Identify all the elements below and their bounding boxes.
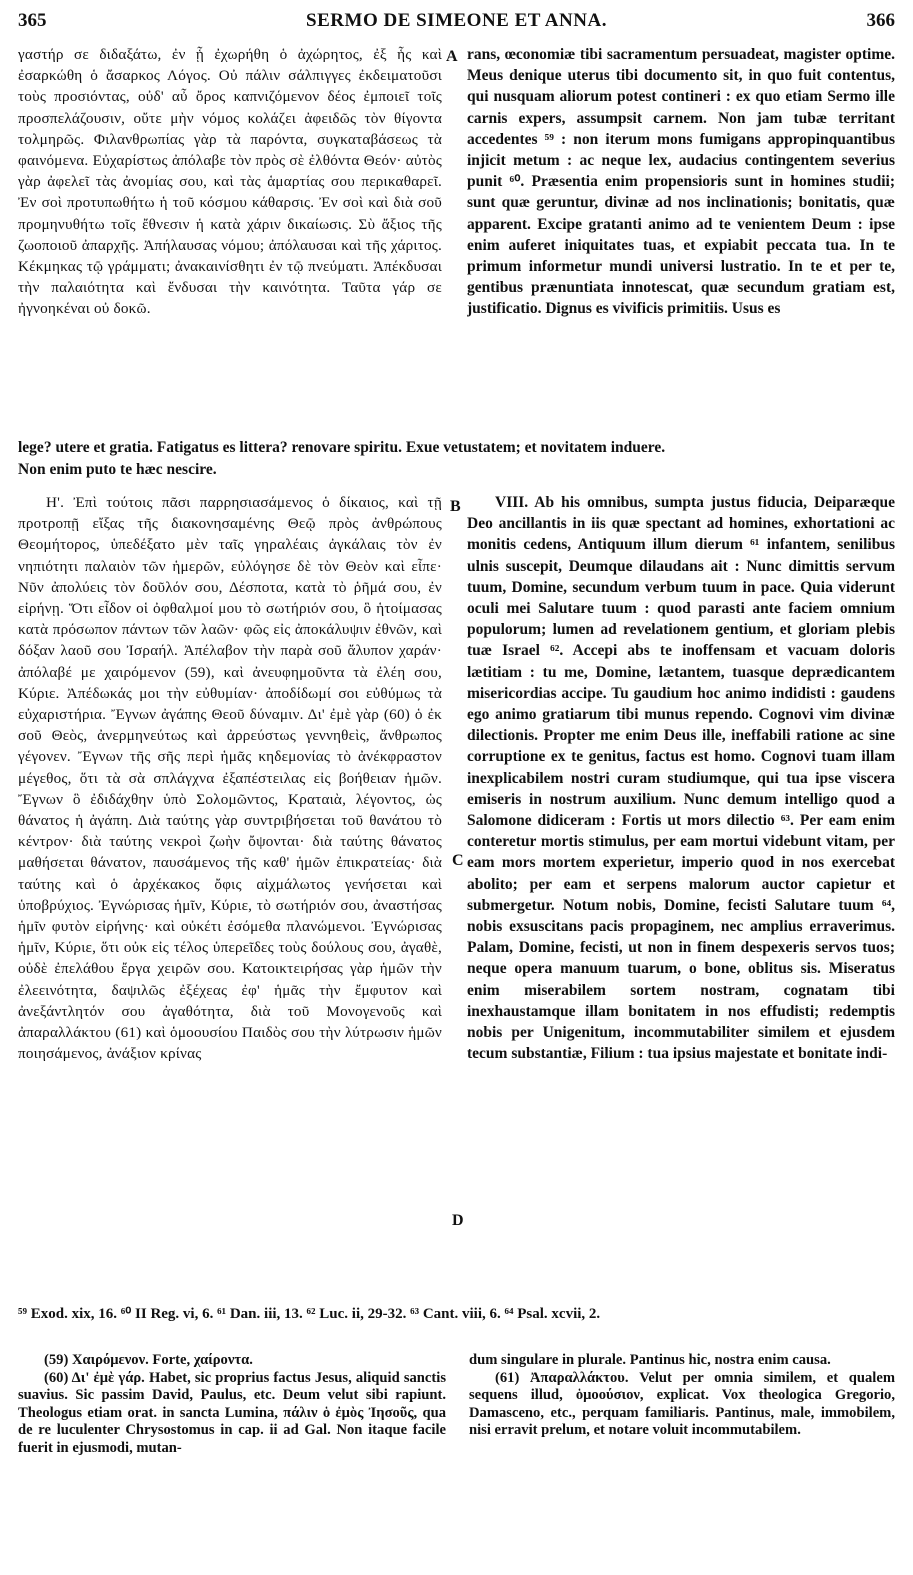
- latin-text-top: rans, œconomiæ tibi sacramentum persuadeat, magister optime. Meus denique uterus tibi documento sit, in quo fuit contentus, qui nusquam aliorum potest contineri : ex quo etiam Sermo ille carnis expers, assumpsit carnem. Non jam tubæ territant accedentes ⁵⁹ : non iterum mons fumigans appropinquantibus injicit metum : ac neque lex, audacius contingentem severius punit ⁶⁰. Præsentia enim propensioris sunt in homines studii; sunt quæ geruntur, divinæ ad nos inclinationis; bonitatis, quæ apparent. Excipe gratanti animo ad te venientem Deum : ipse enim auferet iniquitates tuas, et expiabit peccata tua. In te primum informetur mundi universi lustratio. In te et per te, gentibus prænuntiata innotescat, quæ secundum gratiam est, justificatio. Dignus es vivificis primitiis. Usus es: [467, 46, 895, 318]
- full-width-line-1: lege? utere et gratia. Fatigatus es littera? renovare spiritu. Exue vetustatem; et novitatem induere.: [18, 439, 666, 456]
- scripture-references: ⁵⁹ Exod. xix, 16. ⁶⁰ II Reg. vi, 6. ⁶¹ Dan. iii, 13. ⁶² Luc. ii, 29-32. ⁶³ Cant. viii, 6. ⁶⁴ Psal. xcvii, 2.: [18, 1306, 601, 1322]
- note-60-continuation: dum singulare in plurale. Pantinus hic, nostra enim causa.: [469, 1352, 831, 1368]
- page-number-left: 365: [18, 10, 47, 31]
- running-title: SERMO DE SIMEONE ET ANNA.: [306, 10, 607, 31]
- note-59: (59) Χαιρόμενον. Forte, χαίροντα.: [44, 1352, 253, 1368]
- note-61: (61) Ἀπαραλλάκτου. Velut per omnia similem, et qualem sequens illud, ὁμοούσιον, explicat. Vox theologica Gregorio, Damasceno, etc., perquam familiaris. Pantinus, male, immobilem, nisi erravit prelum, et notare voluit incommutabilem.: [469, 1369, 895, 1438]
- greek-text-top: γαστήρ σε διδαξάτω, ἐν ᾗ ἐχωρήθη ὁ ἀχώρητος, ἐξ ἧς καὶ ἐσαρκώθη ὁ ἄσαρκος Λόγος. Οὐ πάλιν σάλπιγγες ἐκδειματοῦσι τοὺς προσιόντας, οὐδ' αὖ ὄρος καπνιζόμενον δέος ἐμποιεῖ τοῖς προσπελάζουσιν, οὔτε μὴν νόμος κολάζει ἀφειδῶς τὸν θίγοντα τολμηρῶς. Φιλανθρωπίας γὰρ τὰ παρόντα, συγκαταβάσεως τὰ φαινόμενα. Εὐχαρίστως ἀπόλαβε τὸν πρὸς σὲ ἐλθόντα Θεόν· αὐτὸς γὰρ ἀφελεῖ τὰς ἀνομίας σου, καὶ τὰς ἁμαρτίας σου περικαθαρεῖ. Ἐν σοὶ προτυπωθήτω ἡ τοῦ κόσμου κάθαρσις. Ἐν σοὶ καὶ διὰ σοῦ προμηνυθήτω τοῖς ἔθνεσιν ἡ κατὰ χάριν δικαίωσις. Σὺ ἄξιος τῆς ζωοποιοῦ ἀπαρχῆς. Ἀπήλαυσας νόμου; ἀπόλαυσαι καὶ τῆς χάριτος. Κέκμηκας τῷ γράμματι; ἀνακαινίσθητι ἐν τῷ πνεύματι. Ἀπέκδυσαι τὴν παλαιότητα καὶ ἔνδυσαι τὴν καινότητα. Ταῦτα γάρ σε ἠγνοηκέναι οὐ δοκῶ.: [18, 46, 442, 318]
- latin-column-main: [467, 492, 895, 1300]
- note-60: (60) Δι' ἐμὲ γάρ. Habet, sic proprius factus Jesus, aliquid sanctis suavius. Sic passim David, Paulus, etc. Deum velut sibi rapiunt. Theologus etiam orat. in sancta Lumina, πάλιν ὁ ἐμὸς Ἰησοῦς, qua de re luculenter Chrysostomus in cap. ii ad Gal. Non itaque facile fuerit in ejusmodi, mutan-: [18, 1369, 446, 1456]
- running-header: [18, 10, 895, 42]
- latin-column-top: [467, 44, 895, 436]
- greek-column-main: [18, 492, 442, 1300]
- section-marker-d: D: [452, 1212, 464, 1229]
- section-marker-c: C: [452, 852, 464, 869]
- section-marker-b: B: [450, 498, 461, 515]
- page-number-right: 366: [866, 10, 895, 31]
- section-marker-a: A: [446, 48, 458, 65]
- latin-text-main: VIII. Ab his omnibus, sumpta justus fiducia, Deiparæque Deo ancillantis in iis quæ spectant ad homines, exhortationi ac monitis cedens, Antiquum illum dierum ⁶¹ infantem, senilibus ulnis suscepit, Deumque dilaudans ait : Nunc dimittis servum tuum, Domine, secundum verbum tuum in pace. Quia viderunt oculi mei Salutare tuum : quod parasti ante faciem omnium populorum; lumen ad revelationem gentium, et gloriam plebis tuæ Israel ⁶². Accepi abs te inoffensam et vacuam doloris lætitiam : tu me, Domine, lætantem, tuasque deprædicantem misericordias accipe. Tu gaudium hoc animo indidisti : gaudens ego animo gratiarum tibi munus rependo. Cognovi vim divinæ dilectionis. Propter me enim Deus ille, ineffabili ratione ac sine corruptione ex te genitus, factus est homo. Cognovi tuam illam inexplicabilem nostri curam studiumque, qui tua ipse viscera emiseris in nostrum auxilium. Nunc demum intelligo quod a Salomone didiceram : Fortis ut mors dilectio ⁶³. Per eam enim conteretur mortis stimulus, per eam mortui videbunt vitam, per eam mors mortem experietur, imperio quod in nos exercebat abolito; per eam et serpens malorum auctor capietur et submergetur. Notum nobis, Domine, fecisti Salutare tuum ⁶⁴, nobis exsuscitans pacis propaginem, nec amplius erraverimus. Palam, Domine, fecisti, ut non in finem despexeris servos tuos; neque opera manuum tuarum, o bone, oblitus sis. Miseratus enim miserabilem sortem nostram, cognatam tibi inexhaustamque illam bonitatem in nos effudisti; redemptis nobis per Unigenitum, incommutabiliter similem et ejusdem tecum substantiæ, Filium : tua ipsius majestate et bonitate indi-: [467, 494, 895, 1063]
- full-width-line-2: Non enim puto te hæc nescire.: [18, 461, 217, 478]
- greek-column-top: [18, 44, 442, 436]
- notes-left: [18, 1352, 446, 1562]
- greek-text-main: Η'. Ἐπὶ τούτοις πᾶσι παρρησιασάμενος ὁ δίκαιος, καὶ τῇ προτροπῇ εἴξας τῆς διακονησαμένης Θεῷ πρὸς ἀνθρώπους Θεομήτορος, ὑπεδέξατο μὲν ταῖς γηραλέαις ἀγκάλαις τὸν ἐν νηπιότητι παλαιὸν τῶν ἡμερῶν, εὐλόγησε δὲ τὸν Θεὸν καὶ εἶπε· Νῦν ἀπολύεις τὸν δοῦλόν σου, Δέσποτα, κατὰ τὸ ῥῆμά σου, ἐν εἰρήνῃ. Ὅτι εἶδον οἱ ὀφθαλμοί μου τὸ σωτήριόν σου, ὃ ἡτοίμασας κατὰ πρόσωπον πάντων τῶν λαῶν· φῶς εἰς ἀποκάλυψιν ἐθνῶν, καὶ δόξαν λαοῦ σου Ἰσραήλ. Ἀπέλαβον τὴν παρὰ σοῦ ἄλυπον χαράν· ἀπόλαβέ με χαιρόμενον (59), καὶ ἀνευφημοῦντα τὰ ἐλέη σου, Κύριε. Ἀπέδωκάς μοι τὴν εὐθυμίαν· ἀποδίδωμί σοι εὐθύμως τὰ εὐχαριστήρια. Ἔγνων ἀγάπης Θεοῦ δύναμιν. Δι' ἐμὲ γὰρ (60) ὁ ἐκ σοῦ Θεὸς, ἀνερμηνεύτως καὶ ἀρρεύστως γεννηθεὶς, ἄνθρωπος γέγονεν. Ἔγνων τῆς σῆς περὶ ἡμᾶς κηδεμονίας τὸ ἀνέκφραστον μέγεθος, ὅτι τὰ σὰ σπλάγχνα ἐξαπέστειλας εἰς βοήθειαν ἡμῶν. Ἔγνων ὃ ἐδιδάχθην ὑπὸ Σολομῶντος, Κραταιὰ, λέγοντος, ὡς θάνατος ἡ ἀγάπη. Διὰ ταύτης γὰρ συντριβήσεται τοῦ θανάτου τὸ κέντρον· διὰ ταύτης νεκροὶ ζωὴν ὄψονται· διὰ ταύτης θάνατος μαθήσεται θάνατον, παυσάμενος τῆς καθ' ἡμῶν ἐπικρατείας· διὰ ταύτης καὶ ὁ ἀρχέκακος ὄφις αἰχμάλωτος γενήσεται καὶ ὑποβρύχιος. Ἐγνώρισας ἡμῖν, Κύριε, τὸ σωτήριόν σου, ἀναστήσας ἡμῖν φυτὸν εἰρήνης· καὶ οὐκέτι ἐσόμεθα πλανώμενοι. Ἐγνώρισας ἡμῖν, Κύριε, ὅτι οὐκ εἰς τέλος ὑπερεῖδες τοὺς δούλους σου, ἀγαθὲ, οὐδὲ ἐπελάθου ἔργα χειρῶν σου. Κατοικτειρήσας γὰρ ἡμῶν τὴν ἐλεεινότητα, δαψιλῶς ἐξέχεας ἐφ' ἡμᾶς τὴν ἔμφυτον καὶ ἀνεξάντλητόν σου ἀγαθότητα, διὰ τοῦ Μονογενοῦς καὶ ἀπαραλλάκτου (61) καὶ ὁμοουσίου Παιδὸς σου τὴν λύτρωσιν ἡμῶν ποιησάμενος, ἀνάξιον κρίνας: [18, 494, 442, 1063]
- notes-right: [469, 1352, 895, 1562]
